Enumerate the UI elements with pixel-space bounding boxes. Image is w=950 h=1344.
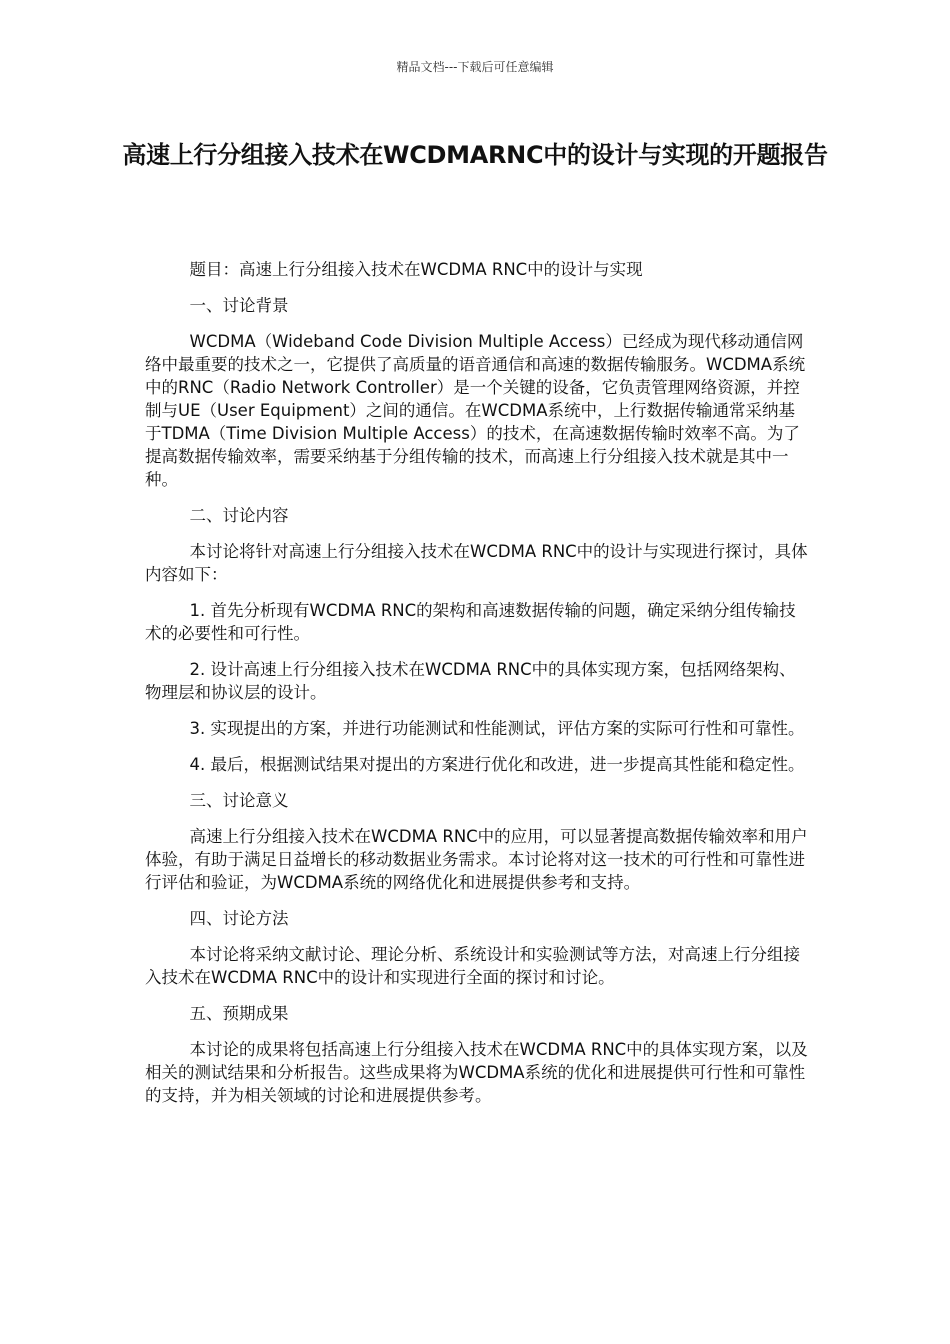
section-heading: 四、讨论方法 <box>189 909 289 928</box>
list-item: 2. 设计高速上行分组接入技术在WCDMA RNC中的具体实现方案，包括网络架构、物理层和协议层的设计。 <box>145 660 796 702</box>
list-item: 4. 最后，根据测试结果对提出的方案进行优化和改进，进一步提高其性能和稳定性。 <box>189 755 805 774</box>
page-header: 精品文档---下载后可任意编辑 <box>396 60 554 74</box>
section-heading: 三、讨论意义 <box>189 791 289 810</box>
section-paragraph: 高速上行分组接入技术在WCDMA RNC中的应用，可以显著提高数据传输效率和用户体验，有助于满足日益增长的移动数据业务需求。本讨论将对这一技术的可行性和可靠性进行评估和验证，为WCDMA系统的网络优化和进展提供参考和支持。 <box>145 827 808 892</box>
section-paragraph: WCDMA（Wideband Code Division Multiple Access）已经成为现代移动通信网络中最重要的技术之一，它提供了高质量的语音通信和高速的数据传输服务。WCDMA系统中的RNC（Radio Network Controller）是一个关键的设备，它负责管理网络资源，并控制与UE（User Equipment）之间的通信。在WCDMA系统中，上行数据传输通常采纳基于TDMA（Time Division Multiple Access）的技术，在高速数据传输时效率不高。为了提高数据传输效率，需要采纳基于分组传输的技术，而高速上行分组接入技术就是其中一种。 <box>145 332 806 489</box>
section-paragraph: 本讨论将采纳文献讨论、理论分析、系统设计和实验测试等方法，对高速上行分组接入技术在WCDMA RNC中的设计和实现进行全面的探讨和讨论。 <box>145 945 801 987</box>
subject-line: 题目：高速上行分组接入技术在WCDMA RNC中的设计与实现 <box>189 260 643 279</box>
section-paragraph: 本讨论的成果将包括高速上行分组接入技术在WCDMA RNC中的具体实现方案，以及相关的测试结果和分析报告。这些成果将为WCDMA系统的优化和进展提供可行性和可靠性的支持，并为相关领域的讨论和进展提供参考。 <box>145 1040 808 1105</box>
section-heading: 五、预期成果 <box>189 1004 289 1023</box>
section-heading: 一、讨论背景 <box>189 296 289 315</box>
list-item: 1. 首先分析现有WCDMA RNC的架构和高速数据传输的问题，确定采纳分组传输技术的必要性和可行性。 <box>145 601 796 643</box>
list-item: 3. 实现提出的方案，并进行功能测试和性能测试，评估方案的实际可行性和可靠性。 <box>189 719 805 738</box>
document-body <box>145 258 810 1120</box>
section-paragraph: 本讨论将针对高速上行分组接入技术在WCDMA RNC中的设计与实现进行探讨，具体内容如下： <box>145 542 808 584</box>
document-title: 高速上行分组接入技术在WCDMARNC中的设计与实现的开题报告 <box>122 141 828 169</box>
section-heading: 二、讨论内容 <box>189 506 289 525</box>
